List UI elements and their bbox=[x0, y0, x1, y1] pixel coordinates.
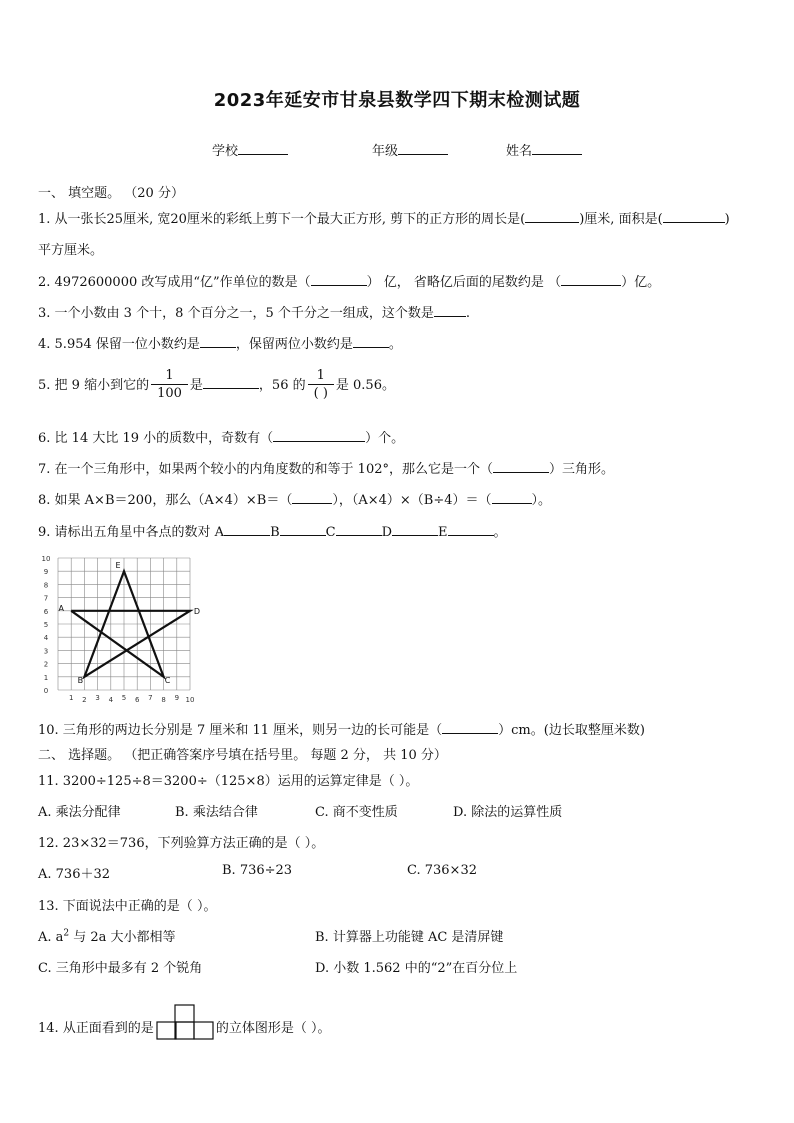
question-6: 6. 比 14 大比 19 小的质数中，奇数有（ ）个。 bbox=[38, 427, 404, 446]
point-labels bbox=[58, 561, 200, 685]
question-11: 11. 3200÷125÷8＝3200÷（125×8）运用的运算定律是（ ）。 bbox=[38, 774, 419, 789]
x-axis-labels bbox=[69, 694, 194, 704]
y-tick-label: 7 bbox=[43, 594, 49, 603]
q6-blank[interactable] bbox=[273, 427, 365, 442]
y-tick-label: 0 bbox=[43, 687, 49, 695]
q11-option-b[interactable]: B. 乘法结合律 bbox=[175, 805, 258, 820]
school-field[interactable] bbox=[212, 140, 288, 159]
question-8: 8. 如果 A×B＝200，那么（A×4）×B＝（ ），（A×4）×（B÷4）＝（ ）。 bbox=[38, 489, 551, 508]
q9-blank-a[interactable] bbox=[224, 521, 270, 536]
q8-blank-1[interactable] bbox=[292, 489, 332, 504]
q8-blank-2[interactable] bbox=[492, 489, 532, 504]
fraction-blank-denominator: $\frac{1}{( )}$ bbox=[308, 368, 334, 403]
q13-option-a[interactable]: A. $a^2$ 与 2a 大小都相等 bbox=[38, 928, 176, 945]
question-7: 7. 在一个三角形中，如果两个较小的内角度数的和等于 102°，那么它是一个（ ）三角形。 bbox=[38, 458, 614, 477]
x-tick-label: 10 bbox=[185, 696, 195, 704]
q11-option-c[interactable]: C. 商不变性质 bbox=[315, 805, 398, 820]
x-tick-label: 4 bbox=[108, 696, 114, 704]
star-point-label-e: E bbox=[115, 561, 121, 571]
q13-option-b[interactable]: B. 计算器上功能键 AC 是清屏键 bbox=[315, 930, 504, 945]
q4-blank-2[interactable] bbox=[353, 333, 389, 348]
grade-label: 年级 bbox=[372, 144, 399, 159]
question-5: 5. 把 9 缩小到它的 $\frac{1}{100}$ 是 ，56 的 $\frac{1}{( )}$ 是 0.56。 bbox=[38, 368, 395, 401]
y-tick-label: 5 bbox=[43, 621, 49, 629]
question-14: 14. 从正面看到的是 的立体图形是（ ）。 bbox=[38, 1004, 330, 1040]
name-field[interactable] bbox=[506, 140, 582, 159]
q7-blank[interactable] bbox=[493, 458, 549, 473]
question-2: 2. 4972600000 改写成用“亿”作单位的数是（ ） 亿， 省略亿后面的尾数约是 （ ）亿。 bbox=[38, 271, 660, 290]
q12-option-a[interactable]: A. 736＋32 bbox=[38, 867, 111, 882]
q2-blank-1[interactable] bbox=[311, 271, 367, 286]
x-tick-label: 9 bbox=[174, 694, 180, 702]
star-point-label-b: B bbox=[77, 675, 84, 685]
grade-blank[interactable] bbox=[398, 140, 448, 155]
q11-option-a[interactable]: A. 乘法分配律 bbox=[38, 805, 121, 820]
q5-blank[interactable] bbox=[203, 374, 259, 389]
front-view-blocks-icon bbox=[156, 1004, 214, 1040]
x-tick-label: 7 bbox=[148, 694, 153, 702]
x-tick-label: 1 bbox=[68, 694, 74, 702]
page-title: 2023年延安市甘泉县数学四下期末检测试题 bbox=[213, 90, 581, 111]
school-label: 学校 bbox=[212, 144, 239, 159]
q2-blank-2[interactable] bbox=[561, 271, 621, 286]
section-1-heading: 一、 填空题。 （20 分） bbox=[38, 186, 184, 201]
y-tick-label: 2 bbox=[43, 660, 49, 669]
question-1-cont: 平方厘米。 bbox=[38, 243, 104, 258]
x-tick-label: 3 bbox=[95, 694, 100, 702]
grade-field[interactable] bbox=[372, 140, 448, 159]
question-1: 1. 从一张长25厘米, 宽20厘米的彩纸上剪下一个最大正方形, 剪下的正方形的周长是( )厘米, 面积是( ) bbox=[38, 208, 730, 227]
q13-option-c[interactable]: C. 三角形中最多有 2 个锐角 bbox=[38, 961, 203, 976]
x-tick-label: 8 bbox=[161, 696, 166, 704]
y-tick-label: 4 bbox=[43, 634, 49, 643]
y-axis-labels bbox=[42, 555, 51, 695]
x-tick-label: 6 bbox=[134, 696, 140, 704]
star-point-label-a: A bbox=[58, 603, 64, 613]
q4-blank-1[interactable] bbox=[200, 333, 236, 348]
q9-blank-b[interactable] bbox=[280, 521, 326, 536]
school-blank[interactable] bbox=[238, 140, 288, 155]
q9-blank-c[interactable] bbox=[336, 521, 382, 536]
section-2-heading: 二、 选择题。 （把正确答案序号填在括号里。 每题 2 分， 共 10 分） bbox=[38, 748, 447, 763]
star-grid-figure bbox=[34, 548, 244, 706]
star-point-label-c: C bbox=[164, 675, 171, 685]
y-tick-label: 9 bbox=[43, 568, 49, 577]
question-13: 13. 下面说法中正确的是（ ）。 bbox=[38, 899, 217, 914]
x-tick-label: 2 bbox=[82, 696, 87, 704]
q3-blank[interactable] bbox=[434, 302, 466, 317]
question-4: 4. 5.954 保留一位小数约是 ，保留两位小数约是 。 bbox=[38, 333, 402, 352]
y-tick-label: 6 bbox=[43, 607, 49, 616]
q1-blank-2[interactable] bbox=[663, 208, 725, 223]
q11-option-d[interactable]: D. 除法的运算性质 bbox=[453, 805, 563, 820]
q12-option-b[interactable]: B. 736÷23 bbox=[222, 863, 293, 878]
star-point-label-d: D bbox=[193, 606, 201, 616]
q10-blank[interactable] bbox=[442, 719, 498, 734]
y-tick-label: 10 bbox=[41, 555, 51, 563]
q1-blank-1[interactable] bbox=[525, 208, 579, 223]
question-10: 10. 三角形的两边长分别是 7 厘米和 11 厘米，则另一边的长可能是（ ）cm。(边长取整厘米数) bbox=[38, 719, 645, 738]
y-tick-label: 8 bbox=[43, 581, 49, 590]
q13-option-d[interactable]: D. 小数 1.562 中的“2”在百分位上 bbox=[315, 961, 518, 976]
q9-blank-e[interactable] bbox=[448, 521, 494, 536]
y-tick-label: 1 bbox=[43, 673, 49, 682]
x-tick-label: 5 bbox=[121, 694, 127, 702]
fraction-1-100: $\frac{1}{100}$ bbox=[151, 368, 188, 403]
question-3: 3. 一个小数由 3 个十，8 个百分之一，5 个千分之一组成，这个数是 . bbox=[38, 302, 470, 321]
name-blank[interactable] bbox=[532, 140, 582, 155]
y-tick-label: 3 bbox=[43, 647, 49, 656]
question-12: 12. 23×32＝736，下列验算方法正确的是（ ）。 bbox=[38, 836, 325, 851]
question-9: 9. 请标出五角星中各点的数对 A B C D E 。 bbox=[38, 521, 507, 540]
name-label: 姓名 bbox=[506, 144, 533, 159]
q9-blank-d[interactable] bbox=[392, 521, 438, 536]
q12-option-c[interactable]: C. 736×32 bbox=[407, 863, 477, 878]
